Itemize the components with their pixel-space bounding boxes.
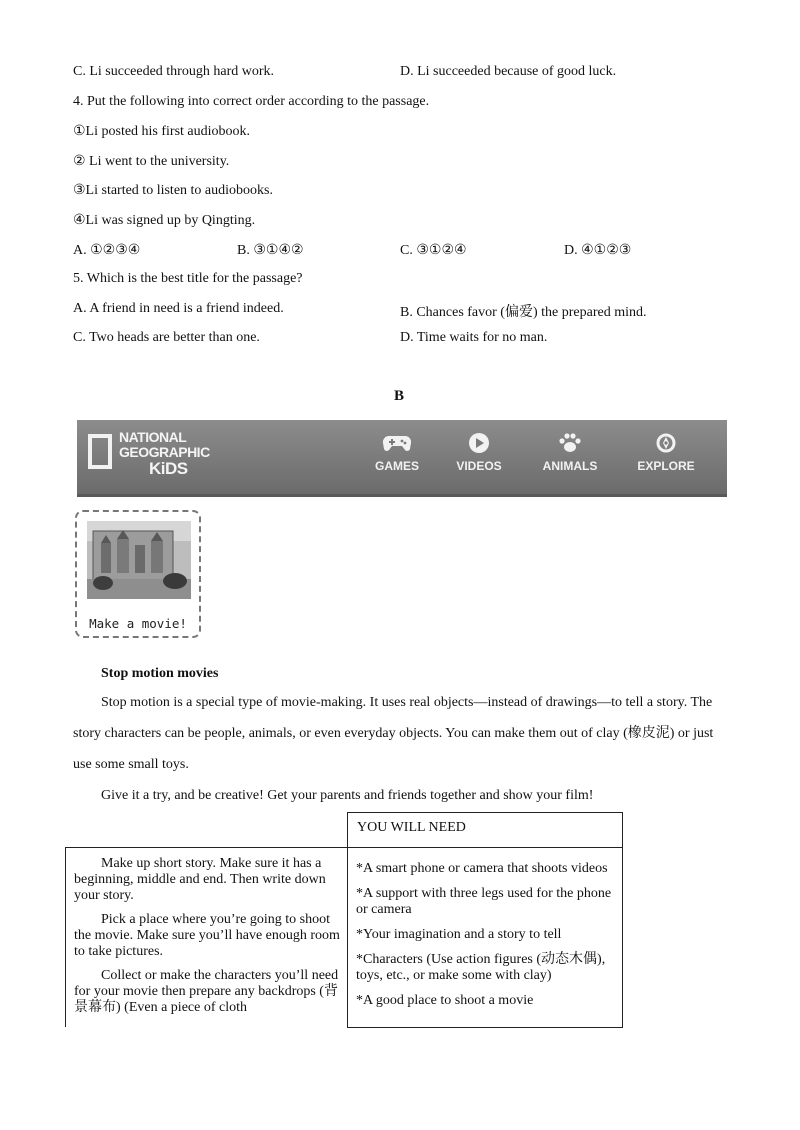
q4-item-1: ①Li posted his first audiobook. (73, 124, 251, 139)
q5-stem: 5. Which is the best title for the passage? (73, 271, 303, 286)
natgeo-kids-banner (77, 420, 727, 497)
nav-games-label: GAMES (374, 459, 419, 473)
nav-animals-label: ANIMALS (542, 459, 598, 473)
paw-icon (530, 432, 610, 454)
q4-option-c: C. ③①②④ (400, 243, 467, 258)
gamepad-icon (357, 432, 437, 454)
need-item-4: *Characters (Use action figures (动态木偶), toys, etc., or make some with clay) (356, 952, 606, 983)
movie-set-photo (87, 521, 191, 599)
need-item-5: *A good place to shoot a movie (356, 993, 534, 1008)
make-a-movie-card[interactable] (75, 510, 201, 638)
q5-option-d: D. Time waits for no man. (400, 330, 548, 345)
logo-line-geographic: GEOGRAPHIC (119, 444, 210, 460)
nav-videos-label: VIDEOS (456, 459, 502, 473)
q4-item-3: ③Li started to listen to audiobooks. (73, 183, 273, 198)
para1-line-3: use some small toys. (73, 757, 189, 772)
q4-option-d: D. ④①②③ (564, 243, 632, 258)
q3-option-c: C. Li succeeded through hard work. (73, 64, 274, 79)
need-item-3: *Your imagination and a story to tell (356, 927, 562, 942)
para1-line-2: story characters can be people, animals, or even everyday objects. You can make them out of clay (橡皮泥) or just (73, 726, 714, 741)
you-will-need-header: YOU WILL NEED (347, 812, 623, 848)
natgeo-logo-icon (88, 434, 112, 469)
article-heading: Stop motion movies (101, 666, 219, 681)
logo-line-national: NATIONAL (119, 429, 187, 445)
q4-item-4: ④Li was signed up by Qingting. (73, 213, 256, 228)
q5-option-a: A. A friend in need is a friend indeed. (73, 301, 284, 316)
q4-option-a: A. ①②③④ (73, 243, 141, 258)
need-item-1: *A smart phone or camera that shoots videos (356, 861, 608, 876)
natgeo-logo[interactable] (119, 430, 210, 478)
para1-line-1: Stop motion is a special type of movie-making. It uses real objects—instead of drawings—to tell a story. The (101, 695, 713, 710)
q4-stem: 4. Put the following into correct order according to the passage. (73, 94, 430, 109)
logo-line-kids: KiDS (149, 459, 188, 478)
article-paragraph-2: Give it a try, and be creative! Get your parents and friends together and show your film! (101, 788, 594, 803)
nav-explore[interactable] (626, 432, 706, 473)
make-a-movie-caption: Make a movie! (89, 616, 187, 631)
nav-videos[interactable] (439, 432, 519, 473)
q4-item-2: ② Li went to the university. (73, 154, 230, 169)
compass-icon (626, 432, 706, 454)
nav-animals[interactable] (530, 432, 610, 473)
step-3: Collect or make the characters you’ll need for your movie then prepare any backdrops (背景幕布) (Even a piece of cloth (74, 968, 339, 1015)
need-item-2: *A support with three legs used for the phone or camera (356, 886, 612, 917)
q4-option-b: B. ③①④② (237, 243, 304, 258)
step-1: Make up short story. Make sure it has a beginning, middle and end. Then write down your story. (74, 856, 326, 903)
article-paragraph-1 (73, 687, 723, 780)
section-label: B (394, 388, 405, 404)
q5-option-c: C. Two heads are better than one. (73, 330, 260, 345)
play-icon (439, 432, 519, 454)
needs-cell (347, 847, 623, 1028)
nav-explore-label: EXPLORE (637, 459, 695, 473)
nav-games[interactable] (357, 432, 437, 473)
q5-option-b: B. Chances favor (偏爱) the prepared mind. (400, 305, 647, 320)
steps-cell (65, 847, 348, 1027)
step-2: Pick a place where you’re going to shoot the movie. Make sure you’ll have enough room to take pictures. (74, 912, 340, 959)
q3-option-d: D. Li succeeded because of good luck. (400, 64, 617, 79)
